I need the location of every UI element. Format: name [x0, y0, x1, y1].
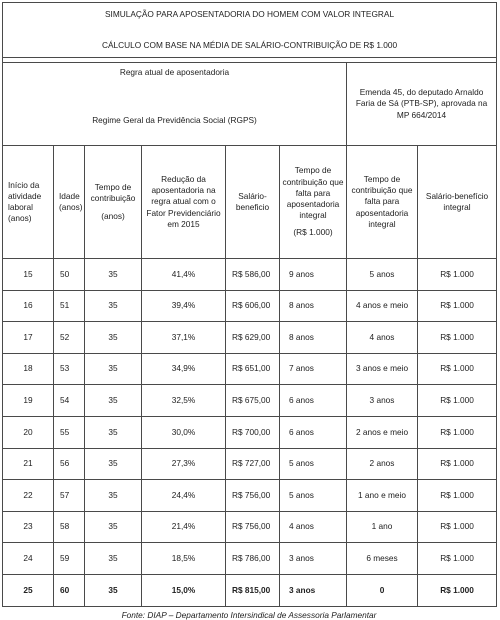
cell-inicio: 24	[3, 543, 54, 575]
header-tempo-falta: Tempo de contribuição que falta para aposentadoria integral (R$ 1.000)	[280, 146, 347, 259]
header-emenda-salario: Salário-benefício integral	[418, 146, 497, 259]
header-reducao: Redução da aposentadoria na regra atual com o Fator Previdenciário em 2015	[142, 146, 226, 259]
cell-emenda-falta: 4 anos	[347, 322, 418, 354]
cell-reducao: 34,9%	[142, 353, 226, 385]
cell-reducao: 41,4%	[142, 259, 226, 291]
cell-integral: R$ 1.000	[418, 353, 497, 385]
cell-reducao: 24,4%	[142, 480, 226, 512]
cell-salario: R$ 606,00	[226, 290, 280, 322]
cell-falta: 6 anos	[280, 416, 347, 448]
cell-integral: R$ 1.000	[418, 448, 497, 480]
cell-emenda-falta: 3 anos	[347, 385, 418, 417]
cell-reducao: 21,4%	[142, 511, 226, 543]
cell-integral: R$ 1.000	[418, 543, 497, 575]
table-row	[3, 322, 497, 354]
table-row	[3, 574, 497, 606]
header-emenda-tempo: Tempo de contribuição que falta para aposentadoria integral	[347, 146, 418, 259]
cell-emenda-falta: 2 anos	[347, 448, 418, 480]
cell-integral: R$ 1.000	[418, 385, 497, 417]
cell-tempo: 35	[85, 385, 142, 417]
cell-falta: 3 anos	[280, 543, 347, 575]
cell-reducao: 32,5%	[142, 385, 226, 417]
cell-reducao: 37,1%	[142, 322, 226, 354]
cell-idade: 57	[54, 480, 85, 512]
rgps-rule-label: Regra atual de aposentadoria	[119, 67, 230, 77]
cell-idade: 54	[54, 385, 85, 417]
cell-falta: 5 anos	[280, 480, 347, 512]
document-page	[2, 2, 496, 620]
rgps-regime-label: Regime Geral da Previdência Social (RGPS)	[92, 115, 257, 125]
table-row	[3, 385, 497, 417]
cell-falta: 7 anos	[280, 353, 347, 385]
cell-falta: 9 anos	[280, 259, 347, 291]
cell-idade: 59	[54, 543, 85, 575]
cell-salario: R$ 786,00	[226, 543, 280, 575]
cell-idade: 55	[54, 416, 85, 448]
cell-salario: R$ 586,00	[226, 259, 280, 291]
cell-falta: 3 anos	[280, 574, 347, 606]
cell-tempo: 35	[85, 353, 142, 385]
table-row	[3, 480, 497, 512]
cell-inicio: 22	[3, 480, 54, 512]
cell-salario: R$ 756,00	[226, 480, 280, 512]
cell-inicio: 25	[3, 574, 54, 606]
source-footer: Fonte: DIAP – Departamento Intersindical de Assessoria Parlamentar	[121, 609, 377, 620]
cell-idade: 60	[54, 574, 85, 606]
cell-falta: 8 anos	[280, 290, 347, 322]
cell-inicio: 17	[3, 322, 54, 354]
header-salario: Salário-beneficio	[226, 146, 280, 259]
cell-falta: 4 anos	[280, 511, 347, 543]
cell-integral: R$ 1.000	[418, 322, 497, 354]
cell-tempo: 35	[85, 290, 142, 322]
cell-idade: 52	[54, 322, 85, 354]
cell-salario: R$ 675,00	[226, 385, 280, 417]
cell-reducao: 15,0%	[142, 574, 226, 606]
cell-inicio: 16	[3, 290, 54, 322]
cell-salario: R$ 727,00	[226, 448, 280, 480]
cell-idade: 51	[54, 290, 85, 322]
emenda-group-header: Emenda 45, do deputado Arnaldo Faria de Sá (PTB-SP), aprovada na MP 664/2014	[347, 63, 497, 146]
cell-reducao: 30,0%	[142, 416, 226, 448]
cell-emenda-falta: 3 anos e meio	[347, 353, 418, 385]
table-row	[3, 259, 497, 291]
cell-inicio: 23	[3, 511, 54, 543]
cell-emenda-falta: 5 anos	[347, 259, 418, 291]
cell-integral: R$ 1.000	[418, 480, 497, 512]
cell-falta: 6 anos	[280, 385, 347, 417]
header-inicio: Início da atividade laboral (anos)	[3, 146, 54, 259]
table-row	[3, 353, 497, 385]
cell-salario: R$ 756,00	[226, 511, 280, 543]
cell-salario: R$ 700,00	[226, 416, 280, 448]
cell-tempo: 35	[85, 480, 142, 512]
table-row	[3, 511, 497, 543]
table-row	[3, 416, 497, 448]
table-subtitle: CÁLCULO COM BASE NA MÉDIA DE SALÁRIO-CONTRIBUIÇÃO DE R$ 1.000	[102, 40, 398, 51]
simulation-table	[2, 2, 497, 607]
cell-inicio: 19	[3, 385, 54, 417]
cell-idade: 58	[54, 511, 85, 543]
cell-tempo: 35	[85, 322, 142, 354]
table-title: SIMULAÇÃO PARA APOSENTADORIA DO HOMEM COM VALOR INTEGRAL	[105, 9, 395, 19]
cell-integral: R$ 1.000	[418, 259, 497, 291]
cell-reducao: 27,3%	[142, 448, 226, 480]
cell-inicio: 21	[3, 448, 54, 480]
cell-falta: 8 anos	[280, 322, 347, 354]
cell-tempo: 35	[85, 511, 142, 543]
cell-falta: 5 anos	[280, 448, 347, 480]
cell-idade: 50	[54, 259, 85, 291]
cell-integral: R$ 1.000	[418, 416, 497, 448]
header-tempo: Tempo de contribuição (anos)	[85, 146, 142, 259]
cell-tempo: 35	[85, 574, 142, 606]
cell-idade: 53	[54, 353, 85, 385]
cell-reducao: 39,4%	[142, 290, 226, 322]
title-block	[3, 3, 497, 58]
cell-emenda-falta: 1 ano	[347, 511, 418, 543]
cell-inicio: 18	[3, 353, 54, 385]
cell-salario: R$ 629,00	[226, 322, 280, 354]
table-row	[3, 448, 497, 480]
cell-integral: R$ 1.000	[418, 511, 497, 543]
cell-emenda-falta: 6 meses	[347, 543, 418, 575]
cell-inicio: 15	[3, 259, 54, 291]
cell-tempo: 35	[85, 543, 142, 575]
cell-inicio: 20	[3, 416, 54, 448]
cell-integral: R$ 1.000	[418, 290, 497, 322]
cell-idade: 56	[54, 448, 85, 480]
cell-emenda-falta: 2 anos e meio	[347, 416, 418, 448]
cell-tempo: 35	[85, 416, 142, 448]
cell-salario: R$ 815,00	[226, 574, 280, 606]
rgps-group-header	[3, 63, 347, 146]
cell-tempo: 35	[85, 448, 142, 480]
cell-tempo: 35	[85, 259, 142, 291]
cell-emenda-falta: 0	[347, 574, 418, 606]
cell-emenda-falta: 1 ano e meio	[347, 480, 418, 512]
cell-integral: R$ 1.000	[418, 574, 497, 606]
cell-reducao: 18,5%	[142, 543, 226, 575]
cell-salario: R$ 651,00	[226, 353, 280, 385]
table-row	[3, 543, 497, 575]
header-idade: Idade (anos)	[54, 146, 85, 259]
table-row	[3, 290, 497, 322]
cell-emenda-falta: 4 anos e meio	[347, 290, 418, 322]
